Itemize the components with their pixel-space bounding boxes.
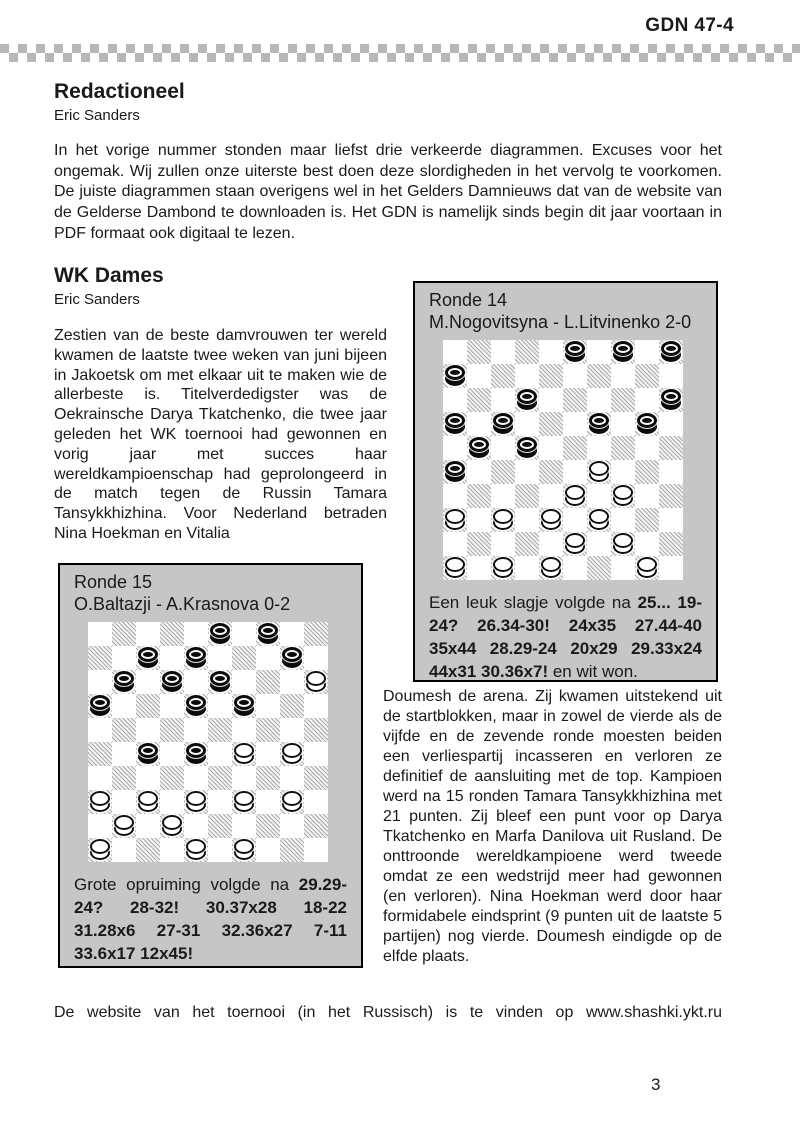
light-square (467, 460, 491, 484)
light-square (184, 766, 208, 790)
light-square (659, 460, 683, 484)
piece-top (565, 533, 585, 548)
light-square (160, 790, 184, 814)
dark-square (88, 646, 112, 670)
piece-top (234, 791, 254, 806)
piece-top (258, 623, 278, 638)
light-square (280, 670, 304, 694)
white-piece (306, 671, 326, 692)
light-square (304, 742, 328, 766)
piece-top (613, 485, 633, 500)
dark-square (491, 364, 515, 388)
black-piece (637, 413, 657, 434)
light-square (491, 436, 515, 460)
piece-top (210, 671, 230, 686)
dark-square (256, 718, 280, 742)
light-square (491, 388, 515, 412)
light-square (112, 838, 136, 862)
light-square (88, 670, 112, 694)
dark-square (304, 766, 328, 790)
light-square (659, 412, 683, 436)
piece-top (661, 341, 681, 356)
intro-paragraph: In het vorige nummer stonden maar liefst drie verkeerde diagrammen. Excuses voor het ongemak. Wij zullen onze uiterste best doen deze slordigheden in het vervolg te voorkomen. De juiste diagrammen staan overigens wel in het Gelders Damnieuws dat van de website van de Gelderse Dambond te downloaden is. Het GDN is namelijk sinds begin dit jaar voortaan in PDF formaat ook digitaal te lezen. (54, 142, 722, 242)
black-piece (589, 413, 609, 434)
white-piece (234, 743, 254, 764)
piece-top (445, 557, 465, 572)
light-square (232, 718, 256, 742)
dark-square (563, 436, 587, 460)
dark-square (659, 436, 683, 460)
light-square (232, 670, 256, 694)
light-square (515, 460, 539, 484)
light-square (88, 718, 112, 742)
black-piece (186, 695, 206, 716)
light-square (491, 484, 515, 508)
white-piece (565, 533, 585, 554)
black-piece (445, 365, 465, 386)
section-title-redactioneel: Redactioneel (54, 80, 185, 103)
light-square (304, 694, 328, 718)
light-square (587, 436, 611, 460)
light-square (184, 622, 208, 646)
piece-top (90, 695, 110, 710)
light-square (659, 364, 683, 388)
piece-top (445, 461, 465, 476)
black-piece (445, 413, 465, 434)
draughts-board (443, 340, 683, 580)
dark-square (208, 718, 232, 742)
piece-top (114, 671, 134, 686)
dark-square (88, 742, 112, 766)
piece-top (282, 647, 302, 662)
piece-top (210, 623, 230, 638)
piece-top (589, 509, 609, 524)
piece-top (445, 413, 465, 428)
issue-title: GDN 47-4 (645, 15, 734, 36)
black-piece (186, 743, 206, 764)
piece-top (661, 389, 681, 404)
light-square (587, 388, 611, 412)
piece-top (565, 341, 585, 356)
light-square (136, 766, 160, 790)
dark-square (467, 340, 491, 364)
dark-square (280, 838, 304, 862)
piece-top (445, 365, 465, 380)
dark-square (635, 364, 659, 388)
light-square (304, 838, 328, 862)
light-square (160, 838, 184, 862)
light-square (587, 484, 611, 508)
white-piece (613, 485, 633, 506)
caption-moves: 29.29-24? 28-32! 30.37x28 18-22 31.28x6 27-31 32.36x27 7-11 33.6x17 12x45! (74, 875, 347, 963)
light-square (635, 532, 659, 556)
light-square (256, 646, 280, 670)
light-square (208, 838, 232, 862)
light-square (160, 694, 184, 718)
white-piece (589, 461, 609, 482)
light-square (256, 790, 280, 814)
checkered-divider (0, 44, 800, 62)
dark-square (539, 364, 563, 388)
light-square (539, 340, 563, 364)
draughts-diagram-ronde-15 (58, 563, 363, 968)
dark-square (232, 646, 256, 670)
piece-top (589, 413, 609, 428)
light-square (563, 508, 587, 532)
light-square (280, 766, 304, 790)
light-square (611, 460, 635, 484)
light-square (112, 646, 136, 670)
white-piece (282, 743, 302, 764)
dark-square (539, 412, 563, 436)
white-piece (541, 509, 561, 530)
light-square (208, 646, 232, 670)
dark-square (659, 484, 683, 508)
piece-top (234, 695, 254, 710)
white-piece (234, 791, 254, 812)
piece-top (186, 839, 206, 854)
light-square (208, 694, 232, 718)
diagram-round-label: Ronde 15 (74, 572, 153, 592)
dark-square (467, 388, 491, 412)
light-square (515, 508, 539, 532)
light-square (467, 556, 491, 580)
piece-top (90, 791, 110, 806)
piece-top (306, 671, 326, 686)
black-piece (90, 695, 110, 716)
light-square (611, 556, 635, 580)
dark-square (160, 622, 184, 646)
diagram-caption (429, 591, 702, 683)
dark-square (160, 718, 184, 742)
diagram-players-label: M.Nogovitsyna - L.Litvinenko 2-0 (429, 312, 692, 332)
dark-square (515, 532, 539, 556)
piece-top (186, 743, 206, 758)
caption-moves: 25... 19-24? 26.34-30! 24x35 27.44-40 35x44 28.29-24 20x29 29.33x24 44x31 30.36x7! (429, 593, 702, 681)
light-square (160, 742, 184, 766)
light-square (256, 742, 280, 766)
light-square (184, 814, 208, 838)
dark-square (256, 766, 280, 790)
black-piece (565, 341, 585, 362)
light-square (539, 436, 563, 460)
light-square (515, 556, 539, 580)
light-square (635, 340, 659, 364)
light-square (88, 622, 112, 646)
dark-square (136, 838, 160, 862)
dark-square (515, 340, 539, 364)
piece-top (186, 647, 206, 662)
light-square (563, 460, 587, 484)
diagram-round-label: Ronde 14 (429, 290, 508, 310)
light-square (232, 766, 256, 790)
light-square (232, 814, 256, 838)
white-piece (282, 791, 302, 812)
dark-square (256, 670, 280, 694)
light-square (280, 814, 304, 838)
piece-top (541, 509, 561, 524)
black-piece (493, 413, 513, 434)
dark-square (587, 556, 611, 580)
light-square (88, 766, 112, 790)
light-square (635, 484, 659, 508)
piece-top (234, 839, 254, 854)
piece-top (637, 413, 657, 428)
light-square (491, 532, 515, 556)
light-square (443, 484, 467, 508)
black-piece (138, 743, 158, 764)
light-square (563, 412, 587, 436)
white-piece (565, 485, 585, 506)
piece-top (186, 791, 206, 806)
black-piece (114, 671, 134, 692)
light-square (443, 532, 467, 556)
black-piece (258, 623, 278, 644)
light-square (184, 718, 208, 742)
piece-top (517, 389, 537, 404)
light-square (563, 556, 587, 580)
dark-square (587, 364, 611, 388)
black-piece (234, 695, 254, 716)
black-piece (613, 341, 633, 362)
black-piece (138, 647, 158, 668)
light-square (443, 340, 467, 364)
white-piece (493, 557, 513, 578)
black-piece (186, 647, 206, 668)
light-square (443, 388, 467, 412)
light-square (256, 838, 280, 862)
white-piece (493, 509, 513, 530)
light-square (515, 364, 539, 388)
dark-square (467, 484, 491, 508)
light-square (88, 814, 112, 838)
piece-top (138, 791, 158, 806)
white-piece (186, 791, 206, 812)
piece-top (114, 815, 134, 830)
website-line: De website van het toernooi (in het Russisch) is te vinden op www.shashki.ykt.ru (54, 1004, 722, 1021)
light-square (112, 694, 136, 718)
light-square (635, 436, 659, 460)
black-piece (661, 389, 681, 410)
light-square (659, 556, 683, 580)
piece-top (186, 695, 206, 710)
dark-square (611, 388, 635, 412)
black-piece (517, 437, 537, 458)
piece-top (493, 509, 513, 524)
light-square (659, 508, 683, 532)
light-square (563, 364, 587, 388)
piece-top (162, 815, 182, 830)
piece-top (282, 791, 302, 806)
piece-top (613, 533, 633, 548)
draughts-diagram-ronde-14 (413, 281, 718, 682)
dark-square (136, 694, 160, 718)
dark-square (563, 388, 587, 412)
white-piece (589, 509, 609, 530)
light-square (491, 340, 515, 364)
light-square (232, 622, 256, 646)
dark-square (208, 766, 232, 790)
black-piece (445, 461, 465, 482)
light-square (136, 622, 160, 646)
caption-tail: en wit won. (548, 662, 638, 681)
caption-lead: Grote opruiming volgde na (74, 875, 299, 894)
black-piece (210, 671, 230, 692)
light-square (539, 532, 563, 556)
light-square (611, 508, 635, 532)
dark-square (467, 532, 491, 556)
light-square (515, 412, 539, 436)
light-square (136, 814, 160, 838)
light-square (539, 484, 563, 508)
light-square (467, 412, 491, 436)
white-piece (613, 533, 633, 554)
black-piece (469, 437, 489, 458)
light-square (635, 388, 659, 412)
wk-dames-left-column: Zestien van de beste damvrouwen ter wereld kwamen de laatste twee weken van juni bijeen in Jakoetsk om met elkaar uit te maken wie de allerbeste is. Titelverdedigster was de Oekrainsche Darya Tkatchenko, die twee jaar geleden het WK toernooi had gewonnen en vorig jaar met succes haar wereldkampioenschap had geprolongeerd in de match tegen de Russin Tamara Tansykkhizhina. Voor Nederland betraden Nina Hoekman en Vitalia (54, 327, 387, 542)
wk-dames-right-column: Doumesh de arena. Zij kwamen uitstekend uit de startblokken, maar in zowel de vierde als de vijfde en de zevende ronde moesten beiden een verliespartij incasseren en verloren ze definitief de aansluiting met de top. Kampioen werd na 15 ronden Tamara Tansykkhizhina met 21 punten. Zij bleef een punt voor op Darya Tkatchenko en Marfa Danilova uit Rusland. De onttroonde wereldkampioene werd tweede omdat ze een wedstrijd meer had gewonnen (en verloren). Nina Hoekman werd door haar formidabele eindsprint (9 punten uit de laatste 5 partijen) nog vierde. Doumesh eindigde op de elfde plaats. (383, 688, 722, 965)
white-piece (114, 815, 134, 836)
dark-square (659, 532, 683, 556)
piece-top (517, 437, 537, 452)
diagram-players-label: O.Baltazji - A.Krasnova 0-2 (74, 594, 291, 614)
light-square (304, 790, 328, 814)
piece-top (90, 839, 110, 854)
black-piece (282, 647, 302, 668)
light-square (112, 790, 136, 814)
piece-top (234, 743, 254, 758)
light-square (136, 670, 160, 694)
light-square (208, 742, 232, 766)
light-square (112, 742, 136, 766)
light-square (539, 388, 563, 412)
dark-square (112, 622, 136, 646)
light-square (256, 694, 280, 718)
white-piece (445, 557, 465, 578)
piece-top (282, 743, 302, 758)
light-square (208, 790, 232, 814)
piece-top (637, 557, 657, 572)
piece-top (162, 671, 182, 686)
light-square (587, 340, 611, 364)
dark-square (304, 814, 328, 838)
dark-square (304, 622, 328, 646)
draughts-board (88, 622, 328, 862)
dark-square (491, 460, 515, 484)
piece-top (138, 743, 158, 758)
white-piece (186, 839, 206, 860)
light-square (160, 646, 184, 670)
white-piece (234, 839, 254, 860)
dark-square (280, 694, 304, 718)
white-piece (445, 509, 465, 530)
dark-square (208, 814, 232, 838)
page-number: 3 (651, 1075, 661, 1094)
light-square (443, 436, 467, 460)
author-byline: Eric Sanders (54, 291, 140, 308)
dark-square (112, 718, 136, 742)
light-square (304, 646, 328, 670)
light-square (611, 412, 635, 436)
black-piece (162, 671, 182, 692)
light-square (611, 364, 635, 388)
light-square (280, 718, 304, 742)
piece-top (445, 509, 465, 524)
dark-square (635, 460, 659, 484)
dark-square (539, 460, 563, 484)
piece-top (493, 557, 513, 572)
piece-top (589, 461, 609, 476)
piece-top (565, 485, 585, 500)
piece-top (493, 413, 513, 428)
author-byline: Eric Sanders (54, 107, 140, 124)
light-square (467, 364, 491, 388)
dark-square (611, 436, 635, 460)
section-title-wk-dames: WK Dames (54, 264, 164, 287)
black-piece (210, 623, 230, 644)
light-square (587, 532, 611, 556)
dark-square (304, 718, 328, 742)
dark-square (635, 508, 659, 532)
piece-top (613, 341, 633, 356)
light-square (280, 622, 304, 646)
black-piece (661, 341, 681, 362)
white-piece (162, 815, 182, 836)
white-piece (90, 791, 110, 812)
diagram-caption (74, 873, 347, 965)
dark-square (112, 766, 136, 790)
white-piece (637, 557, 657, 578)
dark-square (160, 766, 184, 790)
white-piece (138, 791, 158, 812)
piece-top (469, 437, 489, 452)
dark-square (256, 814, 280, 838)
white-piece (90, 839, 110, 860)
piece-top (541, 557, 561, 572)
white-piece (541, 557, 561, 578)
light-square (136, 718, 160, 742)
dark-square (515, 484, 539, 508)
light-square (467, 508, 491, 532)
piece-top (138, 647, 158, 662)
light-square (184, 670, 208, 694)
black-piece (517, 389, 537, 410)
caption-lead: Een leuk slagje volgde na (429, 593, 638, 612)
